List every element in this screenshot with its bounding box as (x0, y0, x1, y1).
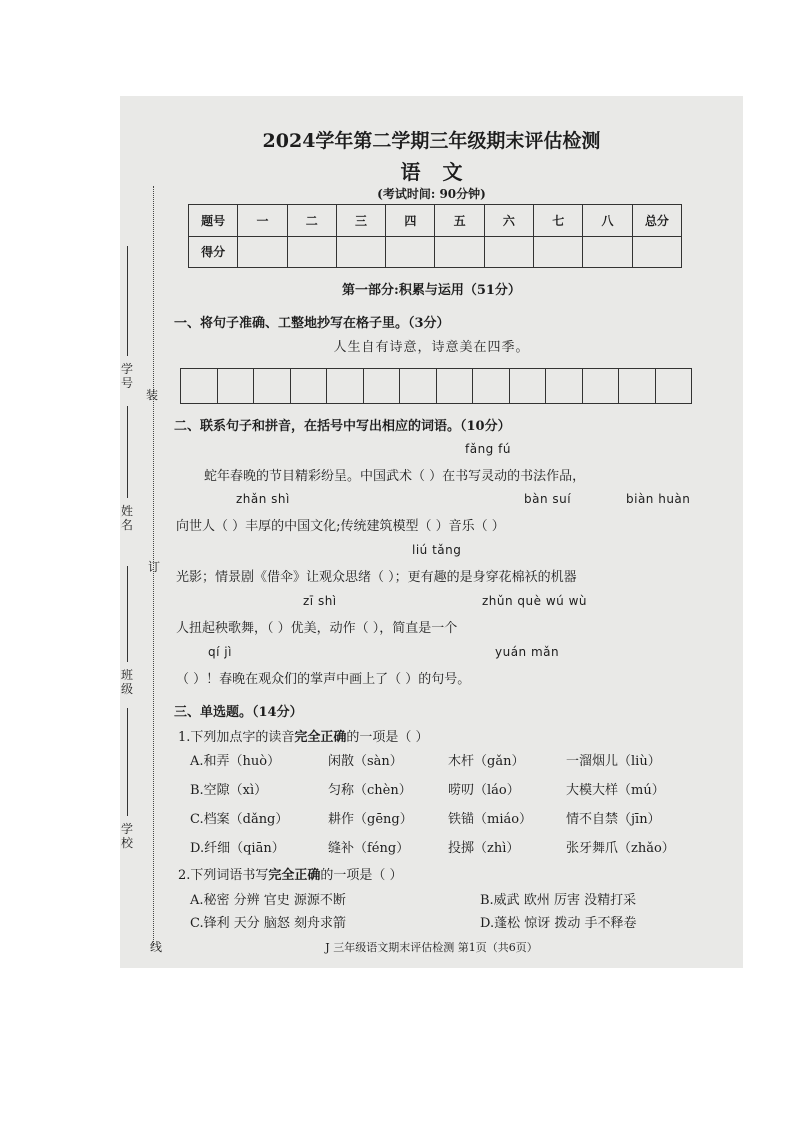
q3-option-a-4: 一溜烟儿（liù） (566, 754, 661, 769)
pinyin-yuanman: yuán mǎn (495, 645, 560, 659)
grid-cell[interactable] (656, 369, 692, 403)
q3-option-b-4: 大模大样（mú） (566, 783, 665, 798)
grid-cell[interactable] (473, 369, 510, 403)
pinyin-qiji: qí jì (208, 645, 232, 659)
pinyin-zhunquewuwu: zhǔn què wú wù (482, 594, 588, 608)
grid-cell[interactable] (254, 369, 291, 403)
q3-sub2-post: 的一项是（ ） (320, 868, 403, 883)
q3-option-d-3: 投掷（zhì） (448, 841, 520, 856)
score-cell: 一 (238, 205, 287, 237)
pinyin-zhanshi: zhǎn shì (236, 492, 290, 506)
q1-heading: 一、将句子准确、工整地抄写在格子里。（3分） (174, 316, 450, 331)
score-blank[interactable] (534, 236, 583, 268)
q2-line-1: 蛇年春晚的节目精彩纷呈。中国武术（ ）在书写灵动的书法作品， (204, 469, 586, 484)
q3-heading: 三、单选题。（14分） (174, 705, 303, 720)
grid-cell[interactable] (327, 369, 364, 403)
side-blank-xuehao[interactable] (127, 246, 128, 356)
grid-cell[interactable] (619, 369, 656, 403)
q3-option-c-3: 铁锚（miáo） (448, 812, 533, 827)
copy-grid (180, 368, 692, 404)
score-blank[interactable] (238, 236, 287, 268)
q2-line-4: 人扭起秧歌舞，（ ）优美，动作（ ），简直是一个 (176, 621, 458, 636)
q3-sub1-stem (178, 726, 429, 745)
q3-sub2-option-d: D.蓬松 惊讶 拨动 手不释卷 (480, 916, 637, 931)
score-table-header-row (189, 205, 682, 237)
side-blank-banji[interactable] (127, 566, 128, 662)
q3-option-b-1: B.空隙（xì） (190, 783, 268, 798)
q2-line-3: 光影；情景剧《借伞》让观众思绪（ ）；更有趣的是身穿花棉袄的机器 (176, 570, 577, 585)
pinyin-bianhuan: biàn huàn (626, 492, 691, 506)
q2-line-5: （ ）！春晚在观众们的掌声中画上了（ ）的句号。 (176, 672, 471, 687)
grid-cell[interactable] (181, 369, 218, 403)
side-blank-xuexiao[interactable] (127, 708, 128, 816)
q3-option-c-1: C.档案（dǎng） (190, 812, 289, 827)
score-cell: 二 (287, 205, 336, 237)
score-cell: 题号 (189, 205, 238, 237)
part-one-heading: 第一部分:积累与运用（51分） (342, 283, 521, 298)
grid-cell[interactable] (364, 369, 401, 403)
score-cell: 总分 (632, 205, 681, 237)
q3-sub2-option-c: C.锋利 天分 脑怒 刻舟求箭 (190, 916, 347, 931)
q2-line-2: 向世人（ ）丰厚的中国文化;传统建筑模型（ ）音乐（ ） (176, 519, 505, 534)
score-blank[interactable] (632, 236, 681, 268)
grid-cell[interactable] (546, 369, 583, 403)
binding-zhuang: 装 (146, 388, 159, 402)
grid-cell[interactable] (400, 369, 437, 403)
q3-option-d-2: 缝补（féng） (328, 841, 410, 856)
score-cell: 四 (386, 205, 435, 237)
q3-sub1-emphasis: 完全正确 (294, 730, 347, 745)
pinyin-fangfu: fǎng fú (465, 442, 511, 456)
grid-cell[interactable] (437, 369, 474, 403)
binding-ding: 订 (148, 560, 161, 574)
exam-paper (120, 96, 743, 968)
q3-option-d-1: D.纤细（qiān） (190, 841, 285, 856)
pinyin-zishi: zī shì (303, 594, 337, 608)
q3-sub2-stem (178, 864, 403, 883)
score-blank[interactable] (435, 236, 484, 268)
q3-option-b-2: 匀称（chèn） (328, 783, 412, 798)
q3-sub2-option-a: A.秘密 分辨 官史 源源不断 (190, 893, 346, 908)
q2-heading: 二、联系句子和拼音，在括号中写出相应的词语。（10分） (174, 419, 511, 434)
score-table-score-row (189, 236, 682, 268)
score-row-label: 得分 (189, 236, 238, 268)
side-label-xingming: 姓名 (121, 504, 134, 532)
score-blank[interactable] (484, 236, 533, 268)
q3-option-c-2: 耕作（gēng） (328, 812, 413, 827)
side-label-xuexiao: 学校 (121, 822, 134, 850)
pinyin-bansui: bàn suí (524, 492, 572, 506)
grid-cell[interactable] (583, 369, 620, 403)
score-table (188, 204, 682, 268)
score-cell: 五 (435, 205, 484, 237)
grid-cell[interactable] (218, 369, 255, 403)
q3-option-c-4: 情不自禁（jīn） (566, 812, 661, 827)
grid-cell[interactable] (510, 369, 547, 403)
q3-sub1-post: 的一项是（ ） (346, 730, 429, 745)
side-label-banji: 班级 (121, 668, 134, 696)
q3-option-d-4: 张牙舞爪（zhǎo） (566, 841, 675, 856)
q1-sentence: 人生自有诗意，诗意美在四季。 (333, 340, 530, 355)
grid-cell[interactable] (291, 369, 328, 403)
score-blank[interactable] (336, 236, 385, 268)
exam-duration: (考试时间: 90分钟) (377, 187, 486, 201)
score-blank[interactable] (386, 236, 435, 268)
q3-sub2-option-b: B.威武 欧州 厉害 没精打采 (480, 893, 637, 908)
q3-option-a-3: 木杆（gǎn） (448, 754, 525, 769)
score-blank[interactable] (287, 236, 336, 268)
score-cell: 六 (484, 205, 533, 237)
exam-title: 2024学年第二学期三年级期末评估检测 (262, 130, 601, 152)
score-cell: 八 (583, 205, 632, 237)
q3-option-b-3: 唠叨（láo） (448, 783, 520, 798)
score-cell: 七 (534, 205, 583, 237)
q3-sub1-pre: 1.下列加点字的读音 (178, 730, 295, 745)
q3-sub2-pre: 2.下列词语书写 (178, 868, 269, 883)
q3-option-a-2: 闲散（sàn） (328, 754, 403, 769)
score-blank[interactable] (583, 236, 632, 268)
side-label-xuehao: 学号 (121, 362, 134, 390)
exam-subject: 语文 (400, 160, 485, 184)
score-cell: 三 (336, 205, 385, 237)
q3-option-a-1: A.和弄（huò） (190, 754, 281, 769)
page-footer: J 三年级语文期末评估检测 第1页（共6页） (325, 941, 538, 954)
q3-sub2-emphasis: 完全正确 (268, 868, 321, 883)
pinyin-liutang: liú tǎng (412, 543, 462, 557)
binding-xian: 线 (150, 940, 163, 954)
side-blank-xingming[interactable] (127, 406, 128, 498)
